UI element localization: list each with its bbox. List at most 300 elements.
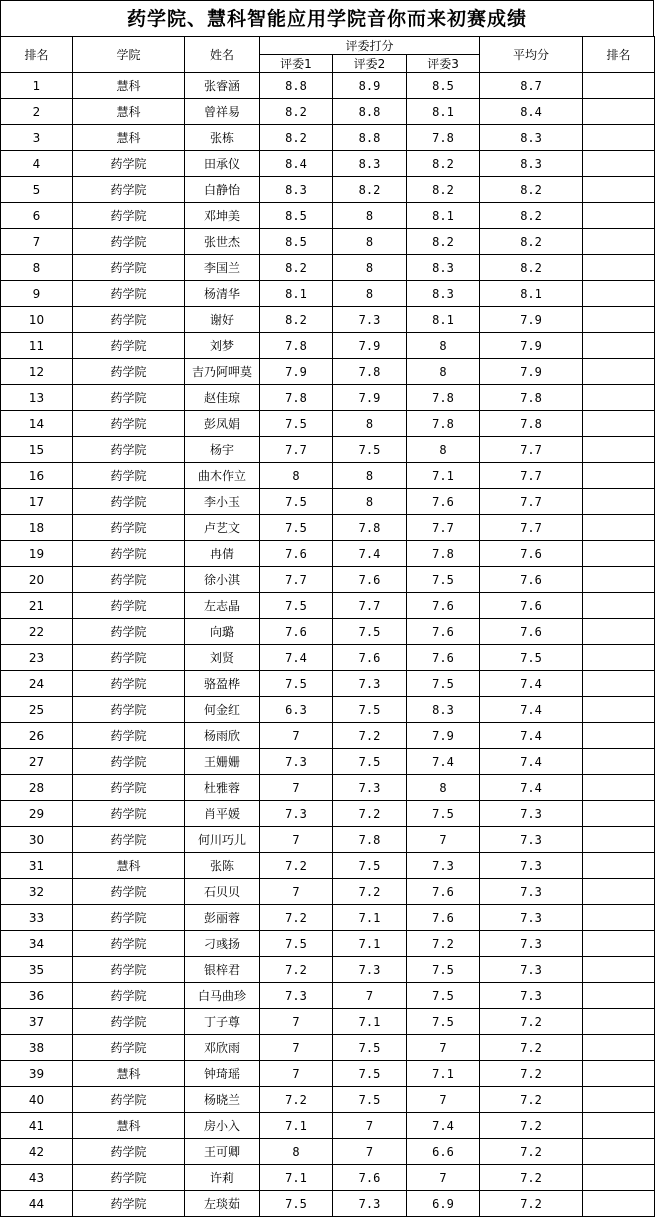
cell-name: 李国兰 bbox=[185, 255, 260, 281]
cell-judge-1: 7.9 bbox=[260, 359, 333, 385]
cell-judge-2: 8 bbox=[333, 463, 407, 489]
cell-judge-1: 8.2 bbox=[260, 255, 333, 281]
cell-name: 曲木作立 bbox=[185, 463, 260, 489]
cell-judge-3: 8 bbox=[407, 333, 480, 359]
table-row bbox=[1, 775, 655, 801]
cell-judge-2: 7.1 bbox=[333, 905, 407, 931]
cell-average: 7.2 bbox=[480, 1139, 583, 1165]
cell-judge-1: 7.3 bbox=[260, 749, 333, 775]
header-rank-2: 排名 bbox=[583, 37, 655, 73]
cell-judge-2: 8.3 bbox=[333, 151, 407, 177]
cell-judge-2: 7.2 bbox=[333, 801, 407, 827]
cell-rank: 43 bbox=[1, 1165, 73, 1191]
cell-judge-2: 7.3 bbox=[333, 1191, 407, 1217]
cell-rank-2 bbox=[583, 151, 655, 177]
cell-judge-2: 8.9 bbox=[333, 73, 407, 99]
cell-judge-2: 7.7 bbox=[333, 593, 407, 619]
cell-judge-1: 8.4 bbox=[260, 151, 333, 177]
cell-college: 慧科 bbox=[73, 1113, 185, 1139]
cell-judge-3: 7.5 bbox=[407, 567, 480, 593]
cell-judge-1: 7.5 bbox=[260, 593, 333, 619]
cell-judge-2: 7.1 bbox=[333, 1009, 407, 1035]
table-row bbox=[1, 125, 655, 151]
cell-rank-2 bbox=[583, 1139, 655, 1165]
cell-judge-1: 7 bbox=[260, 1009, 333, 1035]
cell-judge-3: 7 bbox=[407, 827, 480, 853]
cell-average: 7.6 bbox=[480, 567, 583, 593]
cell-judge-3: 7.1 bbox=[407, 463, 480, 489]
cell-average: 7.3 bbox=[480, 983, 583, 1009]
cell-name: 刘贤 bbox=[185, 645, 260, 671]
cell-judge-1: 7.4 bbox=[260, 645, 333, 671]
cell-judge-1: 7.3 bbox=[260, 801, 333, 827]
cell-name: 银梓君 bbox=[185, 957, 260, 983]
cell-judge-1: 7.6 bbox=[260, 619, 333, 645]
cell-rank-2 bbox=[583, 1165, 655, 1191]
table-row bbox=[1, 1139, 655, 1165]
table-row bbox=[1, 1191, 655, 1217]
table-row bbox=[1, 385, 655, 411]
cell-rank-2 bbox=[583, 827, 655, 853]
cell-college: 药学院 bbox=[73, 619, 185, 645]
cell-name: 张世杰 bbox=[185, 229, 260, 255]
cell-name: 左琰茹 bbox=[185, 1191, 260, 1217]
cell-judge-2: 7.6 bbox=[333, 645, 407, 671]
cell-judge-1: 8.2 bbox=[260, 125, 333, 151]
cell-judge-1: 8.5 bbox=[260, 229, 333, 255]
table-row bbox=[1, 151, 655, 177]
cell-college: 药学院 bbox=[73, 229, 185, 255]
cell-college: 药学院 bbox=[73, 957, 185, 983]
cell-name: 彭丽蓉 bbox=[185, 905, 260, 931]
cell-college: 药学院 bbox=[73, 567, 185, 593]
cell-judge-2: 7.5 bbox=[333, 1087, 407, 1113]
table-row bbox=[1, 957, 655, 983]
cell-name: 王可卿 bbox=[185, 1139, 260, 1165]
cell-rank: 25 bbox=[1, 697, 73, 723]
cell-average: 8.7 bbox=[480, 73, 583, 99]
cell-rank-2 bbox=[583, 99, 655, 125]
cell-rank: 24 bbox=[1, 671, 73, 697]
cell-judge-1: 8.8 bbox=[260, 73, 333, 99]
cell-judge-3: 7 bbox=[407, 1165, 480, 1191]
cell-rank-2 bbox=[583, 879, 655, 905]
cell-judge-3: 8.3 bbox=[407, 697, 480, 723]
cell-name: 卢艺文 bbox=[185, 515, 260, 541]
cell-judge-2: 7 bbox=[333, 983, 407, 1009]
cell-judge-3: 7.6 bbox=[407, 879, 480, 905]
cell-college: 药学院 bbox=[73, 255, 185, 281]
cell-name: 许莉 bbox=[185, 1165, 260, 1191]
table-row bbox=[1, 1087, 655, 1113]
cell-judge-3: 7 bbox=[407, 1035, 480, 1061]
cell-rank-2 bbox=[583, 931, 655, 957]
cell-rank: 2 bbox=[1, 99, 73, 125]
cell-rank: 1 bbox=[1, 73, 73, 99]
cell-judge-3: 7.2 bbox=[407, 931, 480, 957]
cell-rank: 37 bbox=[1, 1009, 73, 1035]
table-row bbox=[1, 1009, 655, 1035]
cell-judge-1: 7 bbox=[260, 879, 333, 905]
cell-rank: 17 bbox=[1, 489, 73, 515]
cell-judge-1: 7 bbox=[260, 775, 333, 801]
cell-judge-3: 8.5 bbox=[407, 73, 480, 99]
cell-rank-2 bbox=[583, 385, 655, 411]
cell-college: 药学院 bbox=[73, 801, 185, 827]
table-body bbox=[1, 73, 655, 1217]
cell-judge-1: 7.1 bbox=[260, 1113, 333, 1139]
cell-judge-3: 8.1 bbox=[407, 99, 480, 125]
cell-college: 药学院 bbox=[73, 359, 185, 385]
cell-judge-2: 7.8 bbox=[333, 359, 407, 385]
cell-average: 7.3 bbox=[480, 957, 583, 983]
cell-judge-1: 7.8 bbox=[260, 333, 333, 359]
cell-judge-1: 7 bbox=[260, 827, 333, 853]
cell-college: 药学院 bbox=[73, 593, 185, 619]
cell-average: 7.2 bbox=[480, 1035, 583, 1061]
cell-college: 药学院 bbox=[73, 411, 185, 437]
cell-college: 慧科 bbox=[73, 125, 185, 151]
cell-judge-1: 7.1 bbox=[260, 1165, 333, 1191]
cell-judge-2: 7.5 bbox=[333, 853, 407, 879]
cell-judge-2: 7 bbox=[333, 1139, 407, 1165]
cell-name: 冉倩 bbox=[185, 541, 260, 567]
cell-judge-1: 7.6 bbox=[260, 541, 333, 567]
table-row bbox=[1, 749, 655, 775]
cell-average: 8.4 bbox=[480, 99, 583, 125]
cell-rank: 7 bbox=[1, 229, 73, 255]
cell-name: 王姗姗 bbox=[185, 749, 260, 775]
cell-rank: 36 bbox=[1, 983, 73, 1009]
cell-rank-2 bbox=[583, 541, 655, 567]
table-row bbox=[1, 1113, 655, 1139]
cell-average: 7.4 bbox=[480, 749, 583, 775]
cell-judge-2: 8 bbox=[333, 203, 407, 229]
cell-average: 7.3 bbox=[480, 879, 583, 905]
cell-college: 药学院 bbox=[73, 983, 185, 1009]
table-header bbox=[1, 37, 655, 73]
cell-name: 杨雨欣 bbox=[185, 723, 260, 749]
cell-average: 7.9 bbox=[480, 359, 583, 385]
cell-rank-2 bbox=[583, 593, 655, 619]
cell-rank: 30 bbox=[1, 827, 73, 853]
header-judge-3: 评委3 bbox=[407, 55, 480, 73]
cell-name: 刁彧扬 bbox=[185, 931, 260, 957]
cell-average: 7.2 bbox=[480, 1113, 583, 1139]
cell-rank: 14 bbox=[1, 411, 73, 437]
cell-name: 彭凤娟 bbox=[185, 411, 260, 437]
cell-judge-3: 6.9 bbox=[407, 1191, 480, 1217]
cell-rank-2 bbox=[583, 957, 655, 983]
cell-judge-3: 7.9 bbox=[407, 723, 480, 749]
cell-college: 药学院 bbox=[73, 1087, 185, 1113]
cell-judge-3: 7.4 bbox=[407, 1113, 480, 1139]
cell-judge-3: 7.5 bbox=[407, 671, 480, 697]
cell-judge-3: 7.5 bbox=[407, 801, 480, 827]
cell-judge-1: 8.2 bbox=[260, 307, 333, 333]
table-row bbox=[1, 541, 655, 567]
cell-rank-2 bbox=[583, 515, 655, 541]
cell-rank-2 bbox=[583, 697, 655, 723]
header-judge-2: 评委2 bbox=[333, 55, 407, 73]
cell-rank: 6 bbox=[1, 203, 73, 229]
header-average: 平均分 bbox=[480, 37, 583, 73]
cell-rank: 28 bbox=[1, 775, 73, 801]
cell-judge-3: 8.2 bbox=[407, 177, 480, 203]
cell-name: 张栋 bbox=[185, 125, 260, 151]
cell-name: 徐小淇 bbox=[185, 567, 260, 593]
cell-average: 7.4 bbox=[480, 775, 583, 801]
cell-judge-1: 7.5 bbox=[260, 411, 333, 437]
cell-judge-3: 8.3 bbox=[407, 255, 480, 281]
cell-rank-2 bbox=[583, 567, 655, 593]
header-rank: 排名 bbox=[1, 37, 73, 73]
cell-rank: 13 bbox=[1, 385, 73, 411]
cell-judge-3: 7.1 bbox=[407, 1061, 480, 1087]
cell-name: 丁子尊 bbox=[185, 1009, 260, 1035]
cell-rank: 32 bbox=[1, 879, 73, 905]
table-row bbox=[1, 411, 655, 437]
header-judges-group: 评委打分 bbox=[260, 37, 480, 55]
cell-judge-2: 7.2 bbox=[333, 879, 407, 905]
cell-judge-2: 8.2 bbox=[333, 177, 407, 203]
cell-rank: 34 bbox=[1, 931, 73, 957]
cell-college: 药学院 bbox=[73, 645, 185, 671]
cell-judge-3: 8 bbox=[407, 775, 480, 801]
cell-judge-2: 8 bbox=[333, 229, 407, 255]
cell-name: 白静怡 bbox=[185, 177, 260, 203]
cell-judge-3: 7.7 bbox=[407, 515, 480, 541]
cell-average: 7.8 bbox=[480, 385, 583, 411]
cell-judge-3: 7.5 bbox=[407, 1009, 480, 1035]
cell-rank: 27 bbox=[1, 749, 73, 775]
cell-judge-3: 6.6 bbox=[407, 1139, 480, 1165]
cell-judge-3: 7.5 bbox=[407, 983, 480, 1009]
cell-judge-1: 7.2 bbox=[260, 1087, 333, 1113]
cell-rank-2 bbox=[583, 333, 655, 359]
cell-judge-3: 7.6 bbox=[407, 593, 480, 619]
table-row bbox=[1, 1165, 655, 1191]
cell-rank: 16 bbox=[1, 463, 73, 489]
header-name: 姓名 bbox=[185, 37, 260, 73]
cell-college: 药学院 bbox=[73, 1191, 185, 1217]
cell-rank-2 bbox=[583, 281, 655, 307]
cell-judge-3: 7.6 bbox=[407, 645, 480, 671]
cell-rank-2 bbox=[583, 983, 655, 1009]
cell-rank-2 bbox=[583, 723, 655, 749]
cell-judge-1: 7.5 bbox=[260, 931, 333, 957]
cell-college: 药学院 bbox=[73, 203, 185, 229]
cell-judge-1: 8.2 bbox=[260, 99, 333, 125]
cell-rank-2 bbox=[583, 1009, 655, 1035]
cell-judge-2: 8 bbox=[333, 411, 407, 437]
cell-average: 7.3 bbox=[480, 827, 583, 853]
cell-judge-2: 8 bbox=[333, 255, 407, 281]
cell-name: 何金红 bbox=[185, 697, 260, 723]
cell-average: 7.4 bbox=[480, 723, 583, 749]
cell-name: 杨晓兰 bbox=[185, 1087, 260, 1113]
cell-rank-2 bbox=[583, 749, 655, 775]
cell-average: 8.2 bbox=[480, 229, 583, 255]
cell-college: 药学院 bbox=[73, 333, 185, 359]
cell-rank: 38 bbox=[1, 1035, 73, 1061]
cell-average: 7.5 bbox=[480, 645, 583, 671]
cell-college: 药学院 bbox=[73, 905, 185, 931]
cell-judge-3: 7.8 bbox=[407, 541, 480, 567]
cell-name: 田承仪 bbox=[185, 151, 260, 177]
cell-judge-1: 7 bbox=[260, 1061, 333, 1087]
cell-average: 8.3 bbox=[480, 151, 583, 177]
cell-college: 药学院 bbox=[73, 489, 185, 515]
cell-judge-2: 7 bbox=[333, 1113, 407, 1139]
cell-judge-2: 7.3 bbox=[333, 775, 407, 801]
cell-average: 8.2 bbox=[480, 203, 583, 229]
cell-average: 7.2 bbox=[480, 1087, 583, 1113]
cell-judge-2: 7.3 bbox=[333, 307, 407, 333]
cell-rank: 40 bbox=[1, 1087, 73, 1113]
cell-judge-2: 7.2 bbox=[333, 723, 407, 749]
cell-college: 药学院 bbox=[73, 463, 185, 489]
cell-average: 7.9 bbox=[480, 333, 583, 359]
cell-average: 7.6 bbox=[480, 593, 583, 619]
cell-rank-2 bbox=[583, 437, 655, 463]
cell-judge-1: 7.3 bbox=[260, 983, 333, 1009]
table-row bbox=[1, 619, 655, 645]
cell-name: 石贝贝 bbox=[185, 879, 260, 905]
cell-name: 钟琦瑶 bbox=[185, 1061, 260, 1087]
cell-judge-1: 7.7 bbox=[260, 567, 333, 593]
cell-judge-1: 7 bbox=[260, 1035, 333, 1061]
cell-judge-3: 8.1 bbox=[407, 203, 480, 229]
cell-judge-1: 7.5 bbox=[260, 671, 333, 697]
cell-judge-2: 7.6 bbox=[333, 567, 407, 593]
cell-judge-3: 7.6 bbox=[407, 619, 480, 645]
cell-rank: 5 bbox=[1, 177, 73, 203]
cell-judge-2: 7.5 bbox=[333, 697, 407, 723]
cell-average: 7.2 bbox=[480, 1165, 583, 1191]
cell-average: 7.2 bbox=[480, 1191, 583, 1217]
cell-name: 赵佳琼 bbox=[185, 385, 260, 411]
table-row bbox=[1, 177, 655, 203]
cell-average: 7.4 bbox=[480, 671, 583, 697]
cell-college: 药学院 bbox=[73, 541, 185, 567]
cell-average: 7.8 bbox=[480, 411, 583, 437]
cell-judge-3: 8.3 bbox=[407, 281, 480, 307]
cell-judge-2: 7.5 bbox=[333, 1061, 407, 1087]
cell-college: 药学院 bbox=[73, 723, 185, 749]
cell-rank-2 bbox=[583, 255, 655, 281]
table-row bbox=[1, 723, 655, 749]
cell-judge-1: 8.3 bbox=[260, 177, 333, 203]
cell-judge-1: 7.5 bbox=[260, 515, 333, 541]
table-row bbox=[1, 203, 655, 229]
cell-average: 7.3 bbox=[480, 931, 583, 957]
table-row bbox=[1, 255, 655, 281]
cell-judge-2: 7.9 bbox=[333, 333, 407, 359]
cell-judge-2: 7.1 bbox=[333, 931, 407, 957]
cell-rank: 18 bbox=[1, 515, 73, 541]
cell-rank: 35 bbox=[1, 957, 73, 983]
cell-college: 药学院 bbox=[73, 515, 185, 541]
cell-judge-1: 7 bbox=[260, 723, 333, 749]
cell-rank-2 bbox=[583, 489, 655, 515]
cell-rank-2 bbox=[583, 671, 655, 697]
cell-average: 8.1 bbox=[480, 281, 583, 307]
cell-rank: 3 bbox=[1, 125, 73, 151]
cell-judge-1: 7.2 bbox=[260, 957, 333, 983]
cell-name: 肖平媛 bbox=[185, 801, 260, 827]
cell-judge-1: 7.8 bbox=[260, 385, 333, 411]
cell-average: 7.3 bbox=[480, 853, 583, 879]
table-row bbox=[1, 307, 655, 333]
cell-judge-1: 8 bbox=[260, 463, 333, 489]
cell-college: 药学院 bbox=[73, 177, 185, 203]
cell-judge-1: 7.5 bbox=[260, 1191, 333, 1217]
cell-judge-3: 7.8 bbox=[407, 411, 480, 437]
cell-average: 7.7 bbox=[480, 437, 583, 463]
cell-college: 药学院 bbox=[73, 437, 185, 463]
table-row bbox=[1, 593, 655, 619]
cell-rank-2 bbox=[583, 1113, 655, 1139]
table-row bbox=[1, 983, 655, 1009]
cell-name: 曾祥易 bbox=[185, 99, 260, 125]
cell-college: 药学院 bbox=[73, 1009, 185, 1035]
header-college: 学院 bbox=[73, 37, 185, 73]
table-row bbox=[1, 671, 655, 697]
cell-judge-2: 7.8 bbox=[333, 515, 407, 541]
cell-college: 药学院 bbox=[73, 697, 185, 723]
table-row bbox=[1, 73, 655, 99]
cell-judge-3: 8.2 bbox=[407, 151, 480, 177]
cell-name: 刘梦 bbox=[185, 333, 260, 359]
cell-judge-3: 7 bbox=[407, 1087, 480, 1113]
cell-rank-2 bbox=[583, 229, 655, 255]
cell-judge-2: 7.5 bbox=[333, 437, 407, 463]
cell-judge-2: 7.3 bbox=[333, 957, 407, 983]
table-row bbox=[1, 489, 655, 515]
cell-name: 杨清华 bbox=[185, 281, 260, 307]
cell-college: 药学院 bbox=[73, 879, 185, 905]
cell-name: 向璐 bbox=[185, 619, 260, 645]
cell-judge-3: 8 bbox=[407, 359, 480, 385]
cell-rank: 9 bbox=[1, 281, 73, 307]
cell-college: 药学院 bbox=[73, 827, 185, 853]
score-table bbox=[0, 36, 655, 1217]
cell-college: 药学院 bbox=[73, 749, 185, 775]
cell-rank-2 bbox=[583, 645, 655, 671]
cell-rank: 42 bbox=[1, 1139, 73, 1165]
cell-judge-1: 6.3 bbox=[260, 697, 333, 723]
table-row bbox=[1, 333, 655, 359]
cell-rank: 12 bbox=[1, 359, 73, 385]
cell-judge-1: 7.2 bbox=[260, 853, 333, 879]
cell-average: 7.9 bbox=[480, 307, 583, 333]
cell-average: 7.3 bbox=[480, 801, 583, 827]
cell-name: 何川巧儿 bbox=[185, 827, 260, 853]
cell-judge-1: 7.2 bbox=[260, 905, 333, 931]
cell-college: 慧科 bbox=[73, 73, 185, 99]
cell-rank: 41 bbox=[1, 1113, 73, 1139]
cell-judge-3: 7.8 bbox=[407, 125, 480, 151]
cell-judge-1: 8 bbox=[260, 1139, 333, 1165]
cell-name: 杨宇 bbox=[185, 437, 260, 463]
cell-name: 白马曲珍 bbox=[185, 983, 260, 1009]
cell-college: 药学院 bbox=[73, 151, 185, 177]
table-row bbox=[1, 463, 655, 489]
cell-rank: 29 bbox=[1, 801, 73, 827]
header-judge-1: 评委1 bbox=[260, 55, 333, 73]
table-row bbox=[1, 437, 655, 463]
